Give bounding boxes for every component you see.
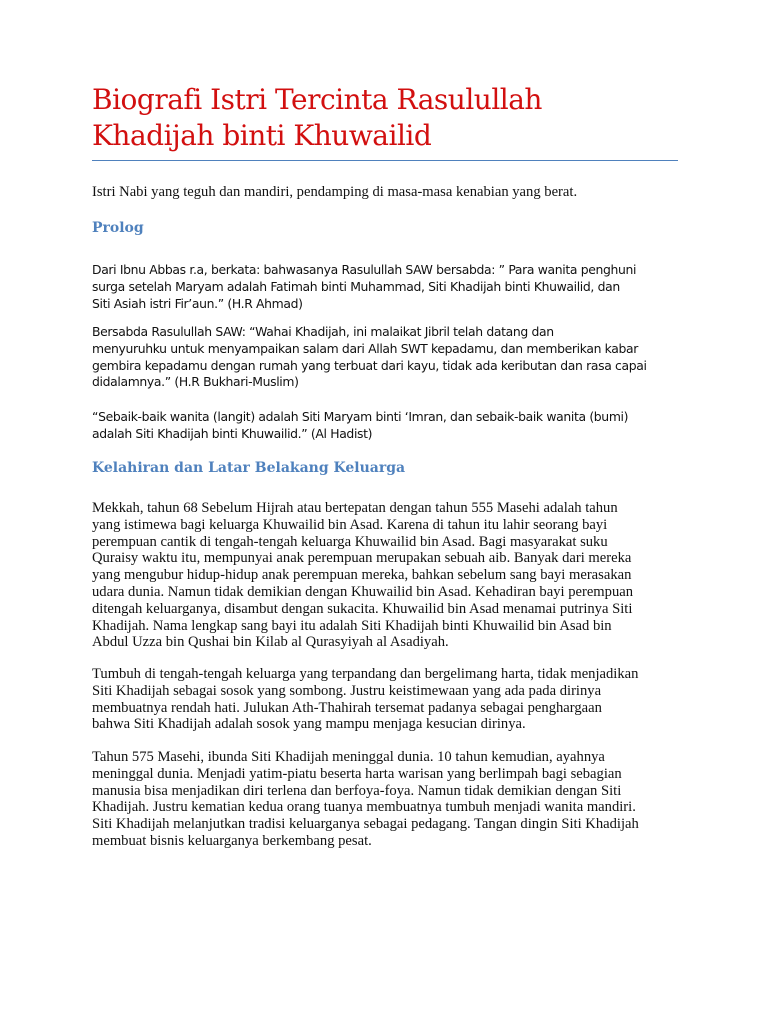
subtitle bbox=[92, 184, 692, 201]
title-line-2: Khadijah binti Khuwailid bbox=[92, 119, 432, 152]
paragraph-line: Abdul Uzza bin Qushai bin Kilab al Qurasyiyah al Asadiyah. bbox=[92, 634, 449, 651]
paragraph-line: Mekkah, tahun 68 Sebelum Hijrah atau bertepatan dengan tahun 555 Masehi adalah tahun bbox=[92, 500, 618, 516]
paragraph-line: Siti Asiah istri Fir’aun.” (H.R Ahmad) bbox=[92, 295, 303, 311]
document-title bbox=[92, 82, 678, 161]
paragraph-line: adalah Siti Khadijah binti Khuwailid.” (Al Hadist) bbox=[92, 425, 373, 441]
paragraph-line: Siti Khadijah melanjutkan tradisi keluarganya sebagai pedagang. Tangan dingin Siti Khadijah bbox=[92, 816, 639, 833]
paragraph-line: “Sebaik-baik wanita (langit) adalah Siti Maryam binti ‘Imran, dan sebaik-baik wanita (bumi) bbox=[92, 409, 629, 424]
heading-prolog: Prolog bbox=[92, 220, 144, 236]
prolog-quote-3 bbox=[92, 409, 692, 443]
paragraph-line: Dari Ibnu Abbas r.a, berkata: bahwasanya Rasulullah SAW bersabda: ” Para wanita penghuni bbox=[92, 262, 637, 277]
kelahiran-paragraph-3 bbox=[92, 749, 692, 850]
paragraph-line: yang mengubur hidup-hidup anak perempuan mereka, bahkan sebelum sang bayi merasakan bbox=[92, 567, 632, 584]
paragraph-line: udara dunia. Namun tidak demikian dengan Khuwailid bin Asad. Kehadiran bayi perempuan bbox=[92, 583, 634, 600]
paragraph-line: Khadijah. Justru kematian kedua orang tuanya membuatnya tumbuh menjadi wanita mandiri. bbox=[92, 799, 636, 816]
paragraph-line: didalamnya.” (H.R Bukhari-Muslim) bbox=[92, 374, 299, 390]
paragraph-line: gembira kepadamu dengan rumah yang terbuat dari kayu, tidak ada keributan dan rasa capai bbox=[92, 357, 647, 373]
paragraph-line: ditengah keluarganya, disambut dengan sukacita. Khuwailid bin Asad menamai putrinya Siti bbox=[92, 600, 633, 617]
paragraph-line: membuat bisnis keluarganya berkembang pesat. bbox=[92, 832, 372, 849]
paragraph-line: Tumbuh di tengah-tengah keluarga yang terpandang dan bergelimang harta, tidak menjadikan bbox=[92, 666, 639, 682]
paragraph-line: surga setelah Maryam adalah Fatimah binti Muhammad, Siti Khadijah binti Khuwailid, dan bbox=[92, 278, 620, 294]
paragraph-line: Khadijah. Nama lengkap sang bayi itu adalah Siti Khadijah binti Khuwailid bin Asad bin bbox=[92, 617, 612, 634]
prolog-quote-2 bbox=[92, 324, 692, 391]
paragraph-line: meninggal dunia. Menjadi yatim-piatu beserta harta warisan yang berlimpah bagi sebagian bbox=[92, 765, 622, 782]
kelahiran-paragraph-2 bbox=[92, 666, 692, 733]
paragraph-line: bahwa Siti Khadijah adalah sosok yang mampu menjaga kesucian dirinya. bbox=[92, 716, 526, 733]
kelahiran-paragraph-1 bbox=[92, 500, 692, 651]
paragraph-line: menyuruhku untuk menyampaikan salam dari Allah SWT kepadamu, dan memberikan kabar bbox=[92, 340, 639, 356]
paragraph-line: Tahun 575 Masehi, ibunda Siti Khadijah meninggal dunia. 10 tahun kemudian, ayahnya bbox=[92, 749, 605, 765]
paragraph-line: Quraisy waktu itu, mempunyai anak perempuan merupakan sebuah aib. Banyak dari mereka bbox=[92, 550, 632, 567]
paragraph-line: Bersabda Rasulullah SAW: “Wahai Khadijah, ini malaikat Jibril telah datang dan bbox=[92, 324, 554, 339]
heading-kelahiran: Kelahiran dan Latar Belakang Keluarga bbox=[92, 460, 406, 476]
subtitle-text: Istri Nabi yang teguh dan mandiri, pendamping di masa-masa kenabian yang berat. bbox=[92, 184, 578, 200]
paragraph-line: Siti Khadijah sebagai sosok yang sombong. Justru keistimewaan yang ada pada dirinya bbox=[92, 682, 602, 699]
paragraph-line: perempuan cantik di tengah-tengah keluarga Khuwailid bin Asad. Bagi masyarakat suku bbox=[92, 533, 608, 550]
prolog-quote-1 bbox=[92, 262, 692, 312]
title-line-1: Biografi Istri Tercinta Rasulullah bbox=[92, 83, 542, 116]
paragraph-line: membuatnya rendah hati. Julukan Ath-Thahirah tersemat padanya sebagai penghargaan bbox=[92, 699, 602, 716]
paragraph-line: yang istimewa bagi keluarga Khuwailid bin Asad. Karena di tahun itu lahir seorang bayi bbox=[92, 516, 608, 533]
paragraph-line: manusia bisa menjadikan diri terlena dan berfoya-foya. Namun tidak demikian dengan Siti bbox=[92, 782, 622, 799]
